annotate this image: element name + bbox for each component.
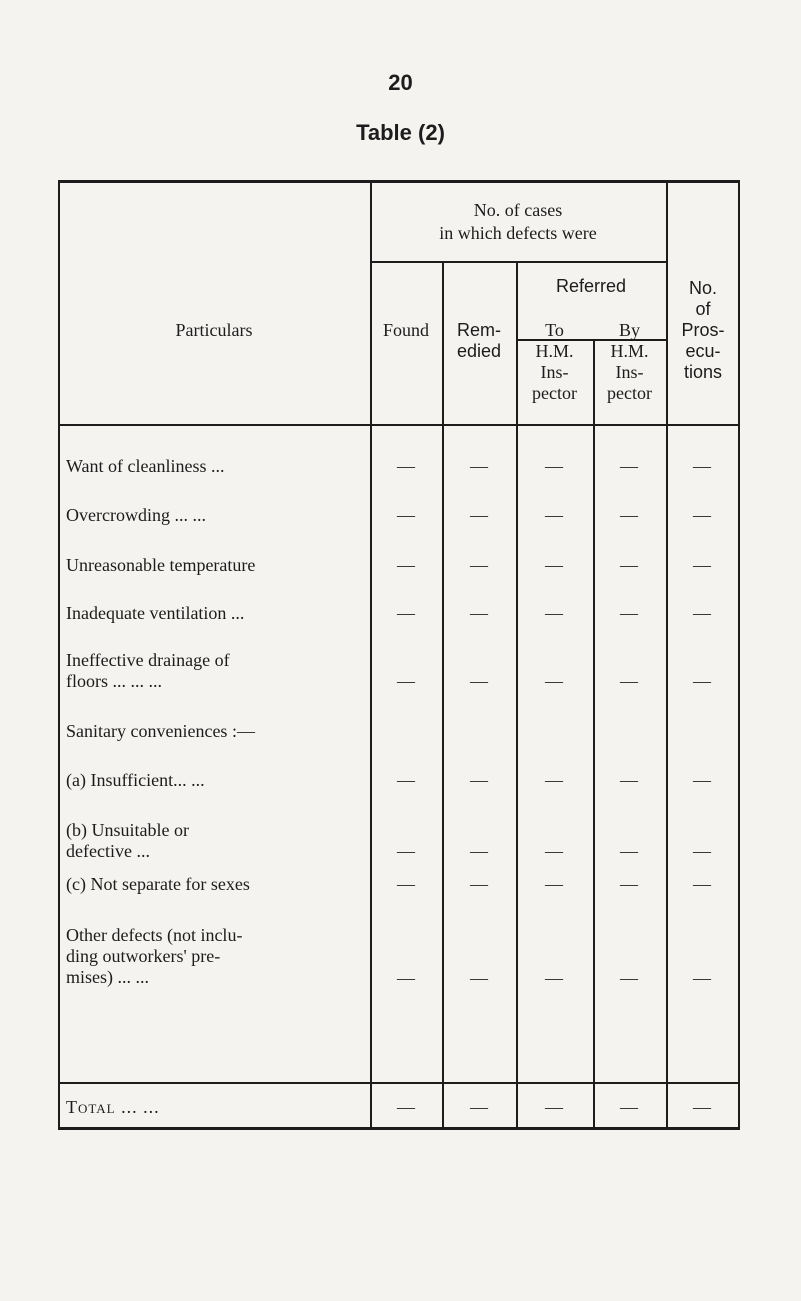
header-bottom-rule [58,424,740,426]
cell-value: — [620,968,638,988]
total-rule [58,1082,740,1084]
cell-value: — [470,505,488,525]
row-label-other: Other defects (not inclu- ding outworkers' pre- mises) ... ... [66,925,243,987]
cell-value: — [397,456,415,476]
cell-value: — [397,874,415,894]
row-label-separate: (c) Not separate for sexes [66,874,250,894]
cell-value: — [545,874,563,894]
cell-value: — [545,456,563,476]
cell-value: — [620,505,638,525]
table-bottom-rule [58,1127,740,1130]
cell-value: — [470,968,488,988]
cell-value: — [397,603,415,623]
cell-value: — [693,770,711,790]
cell-value: — [620,841,638,861]
cell-value: — [397,841,415,861]
group-header-rule [370,261,666,263]
cell-value: — [470,671,488,691]
cell-value: — [545,968,563,988]
cell-value: — [470,874,488,894]
cell-value: — [545,671,563,691]
cell-value: — [397,671,415,691]
cell-value: — [470,841,488,861]
cell-value: — [470,555,488,575]
cell-value: — [545,603,563,623]
header-prosecutions: No. of Pros- ecu- tions [681,278,725,382]
cell-value: — [545,770,563,790]
cell-value: — [693,505,711,525]
row-label-drainage: Ineffective drainage of floors ... ... ... [66,650,230,691]
cell-value: — [545,555,563,575]
total-value: — [693,1097,711,1117]
cell-value: — [620,456,638,476]
total-value: — [470,1097,488,1117]
header-referred: Referred [555,276,627,296]
cell-value: — [620,603,638,623]
page-number: 20 [388,70,413,95]
cell-value: — [693,874,711,894]
cell-value: — [693,555,711,575]
row-label-temperature: Unreasonable temperature [66,555,256,575]
total-value: — [397,1097,415,1117]
row-label-unsuitable: (b) Unsuitable or defective ... [66,820,189,861]
col-divider-2 [442,262,444,1130]
cell-value: — [470,770,488,790]
cell-value: — [620,874,638,894]
defects-table [58,180,740,1130]
row-label-total: Total ... ... [66,1097,160,1117]
header-group-line1: No. of cases [473,200,563,220]
cell-value: — [397,968,415,988]
cell-value: — [693,603,711,623]
col-divider-4 [593,340,595,1130]
row-label-insufficient: (a) Insufficient... ... [66,770,205,790]
header-by-hm: By H.M. Ins- pector [607,320,652,403]
table-top-rule [58,180,740,183]
row-label-ventilation: Inadequate ventilation ... [66,603,245,623]
cell-value: — [397,770,415,790]
header-to-hm: To H.M. Ins- pector [532,320,577,403]
cell-value: — [397,555,415,575]
cell-value: — [693,456,711,476]
header-found: Found [382,320,429,340]
total-value: — [620,1097,638,1117]
cell-value: — [693,671,711,691]
cell-value: — [545,841,563,861]
cell-value: — [693,968,711,988]
cell-value: — [470,603,488,623]
cell-value: — [470,456,488,476]
total-value: — [545,1097,563,1117]
cell-value: — [545,505,563,525]
row-label-sanitary: Sanitary conveniences :— [66,721,255,741]
cell-value: — [620,555,638,575]
table-title: Table (2) [356,120,445,145]
header-remedied: Rem- edied [456,320,502,361]
header-group-line2: in which defects were [439,223,597,243]
cell-value: — [693,841,711,861]
cell-value: — [620,671,638,691]
row-label-cleanliness: Want of cleanliness ... [66,456,225,476]
header-particulars: Particulars [175,320,253,340]
cell-value: — [620,770,638,790]
cell-value: — [397,505,415,525]
row-label-overcrowding: Overcrowding ... ... [66,505,206,525]
